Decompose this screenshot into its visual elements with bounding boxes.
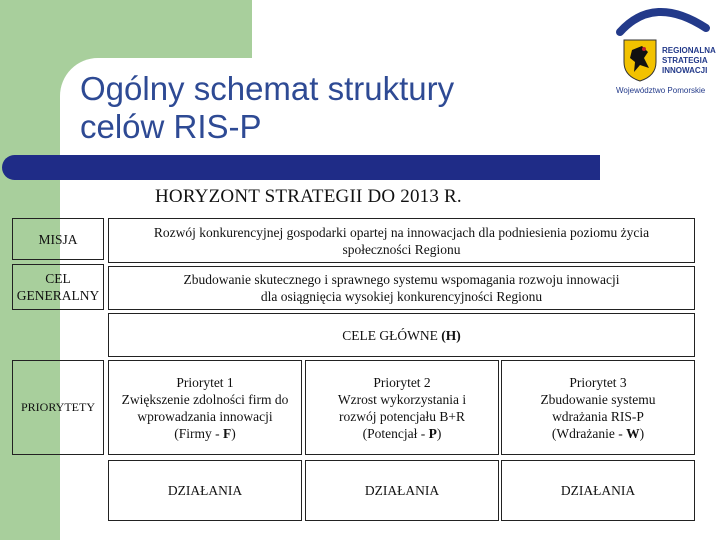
priority-3-line-2: wdrażania RIS-P	[552, 408, 644, 424]
cele-glowne-cell	[108, 313, 695, 357]
cel-text-line-2: dla osiągnięcia wysokiej konkurencyjności Regionu	[260, 289, 543, 304]
priority-2-short-text: (Potencjał -	[362, 425, 429, 441]
cele-glowne-label: CELE GŁÓWNE	[342, 327, 438, 343]
misja-text-line-2: społeczności Regionu	[342, 241, 461, 257]
priority-3-short	[552, 425, 644, 442]
priority-3-short-text: (Wdrażanie -	[551, 425, 627, 441]
priority-1-cell	[108, 360, 302, 455]
priority-2-code: P	[428, 425, 437, 441]
misja-cell	[108, 218, 695, 263]
dzialania-3-cell	[501, 460, 695, 521]
priority-1-code: F	[223, 425, 232, 441]
priority-3-cell	[501, 360, 695, 455]
dzialania-3-text: DZIAŁANIA	[560, 483, 636, 498]
ris-logo	[610, 2, 718, 102]
griffin-coat-of-arms-icon	[622, 38, 658, 82]
priority-1-line-2: wprowadzania innowacji	[137, 408, 273, 424]
title-underline-bar	[2, 155, 600, 180]
priority-3-title: Priorytet 3	[569, 374, 627, 390]
logo-line-2: STRATEGIA	[662, 56, 708, 65]
priority-2-line-2: rozwój potencjału B+R	[338, 408, 466, 424]
cele-glowne-text	[342, 327, 460, 344]
priorytety-label	[12, 360, 104, 455]
cel-label-line-1: CEL	[45, 271, 71, 286]
priority-1-close: )	[231, 425, 236, 441]
priority-2-title: Priorytet 2	[373, 374, 431, 390]
cel-generalny-cell	[108, 266, 695, 310]
cel-text-line-1: Zbudowanie skutecznego i sprawnego systemu wspomagania rozwoju innowacji	[183, 272, 620, 287]
priority-2-line-1: Wzrost wykorzystania i	[337, 391, 467, 407]
priority-3-line-1: Zbudowanie systemu	[540, 391, 656, 407]
slide-title	[80, 70, 580, 146]
misja-text-line-1: Rozwój konkurencyjnej gospodarki opartej na innowacjach dla podniesienia poziomu życia	[153, 224, 650, 240]
priority-1-short	[174, 425, 236, 442]
cel-generalny-label	[12, 264, 104, 310]
priority-1-line-1: Zwiększenie zdolności firm do	[121, 391, 289, 407]
cel-label-line-2: GENERALNY	[16, 288, 100, 303]
priority-1-short-text: (Firmy -	[174, 425, 223, 441]
priorytety-label-text: PRIORYTETY	[20, 400, 95, 414]
dzialania-1-text: DZIAŁANIA	[167, 483, 243, 498]
logo-region-name: Województwo Pomorskie	[616, 86, 706, 95]
priority-3-code: W	[626, 425, 640, 441]
priority-2-short	[363, 425, 442, 442]
misja-label-text: MISJA	[38, 231, 78, 247]
dzialania-1-cell	[108, 460, 302, 521]
logo-line-1: REGIONALNA	[662, 46, 716, 55]
strategy-horizon-heading: HORYZONT STRATEGII DO 2013 R.	[155, 186, 462, 207]
priority-2-cell	[305, 360, 499, 455]
cele-glowne-code: (H)	[441, 327, 461, 343]
priority-1-title: Priorytet 1	[176, 374, 234, 390]
title-line-1: Ogólny schemat struktury	[80, 70, 455, 107]
dzialania-2-cell	[305, 460, 499, 521]
dzialania-2-text: DZIAŁANIA	[364, 483, 440, 498]
logo-arc-icon	[614, 2, 714, 42]
priority-3-close: )	[639, 425, 645, 441]
misja-label	[12, 218, 104, 260]
priority-2-close: )	[436, 425, 442, 441]
title-line-2: celów RIS-P	[80, 108, 262, 145]
logo-wordmark	[662, 46, 718, 76]
logo-line-3: INNOWACJI	[662, 66, 708, 75]
